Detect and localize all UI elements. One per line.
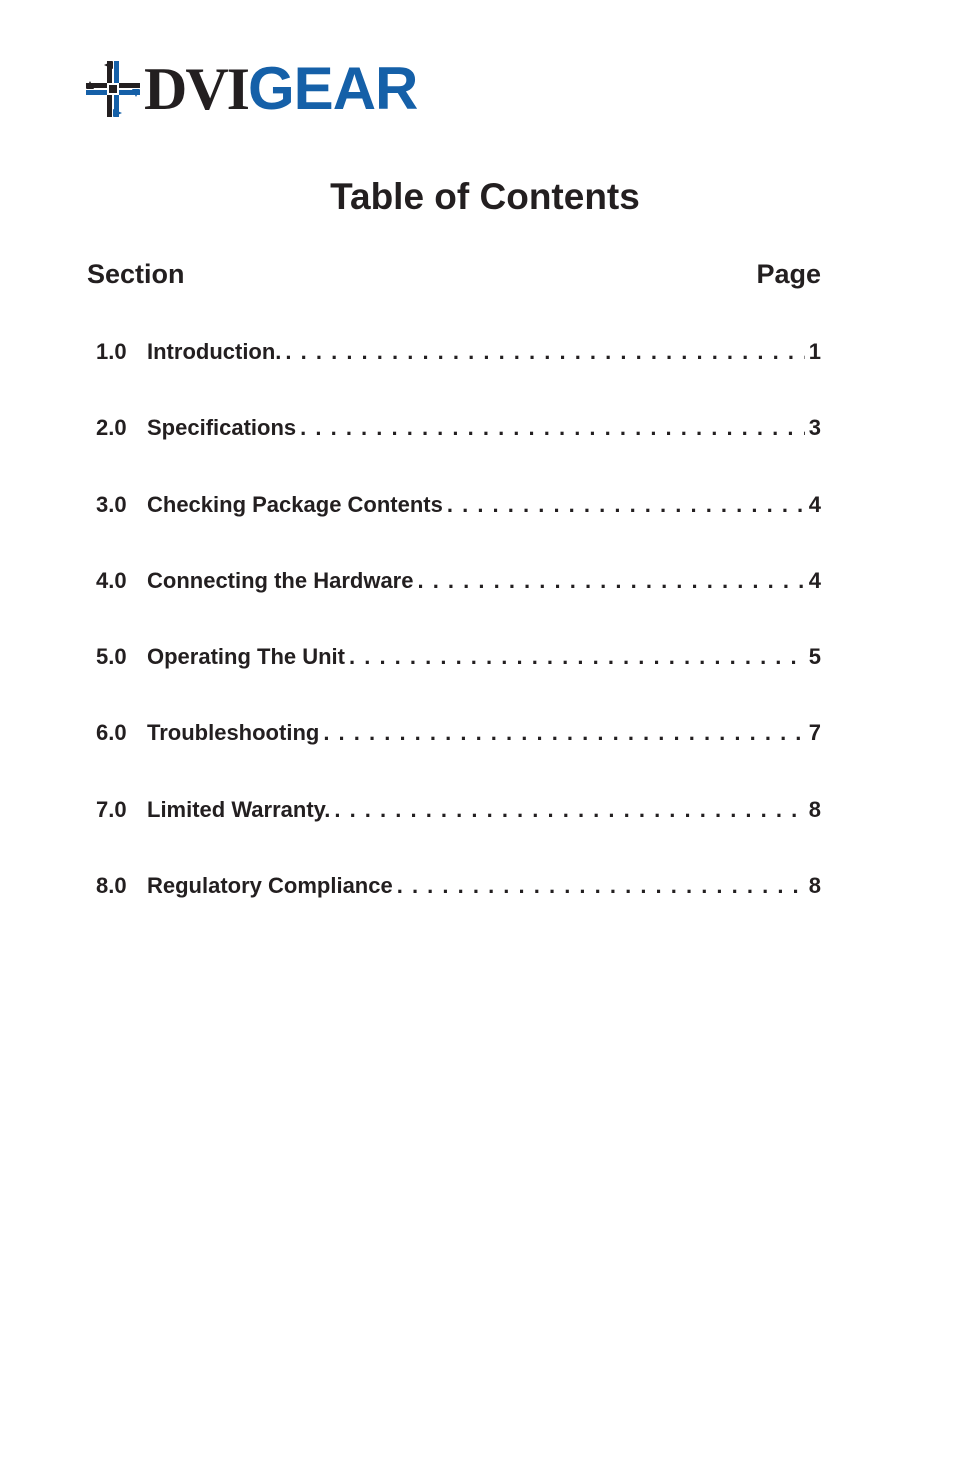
- toc-entry-number: 2.0: [96, 415, 127, 441]
- section-column-header: Section: [87, 259, 185, 289]
- plus-cross-icon: [86, 61, 140, 117]
- toc-entry-page: 3: [808, 415, 821, 441]
- page-title: Table of Contents: [330, 175, 640, 217]
- toc-entry-connecting-the-hardware[interactable]: [96, 563, 821, 639]
- toc-entry-introduction[interactable]: [96, 334, 821, 410]
- toc-entry-page: 7: [808, 720, 821, 746]
- toc-entry-title: Introduction.: [147, 339, 282, 364]
- toc-entry-page: 4: [808, 567, 821, 593]
- toc-dot-leader: [323, 715, 804, 751]
- toc-entry-number: 7.0: [96, 796, 127, 822]
- toc-entry-limited-warranty[interactable]: [96, 792, 821, 868]
- toc-entry-title: Limited Warranty.: [147, 796, 331, 822]
- toc-entry-number: 3.0: [96, 491, 127, 517]
- toc-entry-number: 6.0: [96, 720, 127, 746]
- toc-entry-specifications[interactable]: [96, 410, 821, 486]
- brand-wordmark-gear: GEAR: [248, 55, 418, 122]
- toc-entry-title: Checking Package Contents: [147, 491, 443, 517]
- toc-list: [96, 334, 821, 944]
- toc-dot-leader: [349, 639, 805, 675]
- toc-dot-leader: [285, 334, 804, 370]
- toc-entry-checking-package-contents[interactable]: [96, 487, 821, 563]
- toc-entry-page: 4: [808, 491, 821, 517]
- toc-entry-number: 4.0: [96, 567, 127, 593]
- toc-entry-title: Regulatory Compliance: [147, 873, 393, 899]
- page-column-header: Page: [756, 259, 821, 289]
- toc-dot-leader: [300, 410, 805, 446]
- toc-entry-title: Specifications: [147, 415, 297, 441]
- brand-wordmark: [144, 55, 418, 122]
- toc-dot-leader: [447, 487, 805, 523]
- toc-entry-title: Troubleshooting: [147, 720, 320, 746]
- brand-logo: [86, 55, 418, 122]
- toc-entry-page: 1: [808, 339, 821, 364]
- toc-entry-title: Operating The Unit: [147, 644, 345, 670]
- toc-entry-regulatory-compliance[interactable]: [96, 868, 821, 944]
- toc-entry-operating-the-unit[interactable]: [96, 639, 821, 715]
- toc-entry-page: 5: [808, 644, 821, 670]
- toc-dot-leader: [417, 563, 804, 599]
- toc-entry-number: 1.0: [96, 339, 127, 364]
- toc-entry-troubleshooting[interactable]: [96, 715, 821, 791]
- toc-entry-number: 5.0: [96, 644, 127, 670]
- brand-wordmark-dvi: DVI: [144, 56, 249, 122]
- toc-entry-number: 8.0: [96, 873, 127, 899]
- toc-dot-leader: [334, 792, 804, 828]
- toc-dot-leader: [397, 868, 805, 904]
- toc-entry-page: 8: [808, 873, 821, 899]
- toc-entry-page: 8: [808, 796, 821, 822]
- toc-entry-title: Connecting the Hardware: [147, 567, 414, 593]
